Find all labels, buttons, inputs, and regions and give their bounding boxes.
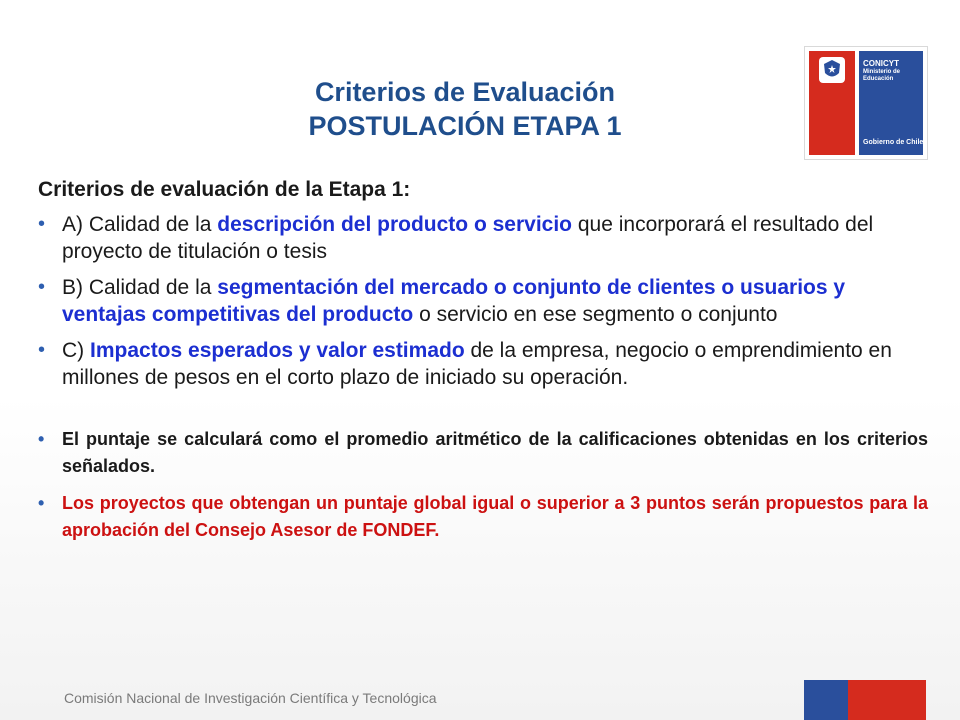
criterion-highlight: Impactos esperados y valor estimado — [90, 339, 465, 362]
criterion-prefix: B) Calidad de la — [62, 276, 218, 299]
note-item-scoring — [38, 426, 928, 480]
footer-flag-blue — [804, 680, 848, 720]
slide-title-block — [150, 76, 780, 144]
bullet-icon: • — [38, 276, 46, 298]
slide-content — [38, 176, 928, 554]
criteria-list — [38, 211, 928, 391]
criterion-suffix: de la empresa, negocio o emprendimiento en millones de pesos en el corto plazo de iniciado su operación. — [62, 339, 892, 389]
list-item — [38, 337, 928, 391]
criterion-highlight: descripción del producto o servicio — [217, 213, 573, 236]
logo-government: Gobierno de Chile — [863, 139, 924, 146]
coat-of-arms-icon — [819, 57, 845, 83]
criterion-prefix: A) Calidad de la — [62, 213, 218, 236]
note-text: Los proyectos que obtengan un puntaje global igual o superior a 3 puntos serán propuestos para la aprobación del Consejo Asesor de FONDEF. — [62, 493, 928, 540]
bullet-icon: • — [38, 213, 46, 235]
slide-title: Criterios de Evaluación — [314, 77, 616, 107]
list-item — [38, 211, 928, 265]
conicyt-logo — [804, 46, 928, 160]
slide-subtitle: POSTULACIÓN ETAPA 1 — [308, 111, 622, 141]
criterion-highlight: segmentación del mercado o conjunto de clientes o usuarios y ventajas competitivas del producto — [62, 276, 846, 326]
bullet-icon: • — [38, 339, 46, 361]
logo-org-name: CONICYT — [863, 59, 899, 68]
logo-divider — [855, 51, 859, 155]
footer-flag-bar — [804, 680, 926, 720]
criteria-heading: Criterios de evaluación de la Etapa 1: — [38, 178, 411, 201]
logo-ministry: Ministerio de Educación — [863, 69, 901, 82]
bullet-icon: • — [38, 429, 45, 449]
bullet-icon: • — [38, 493, 45, 513]
criterion-prefix: C) — [62, 339, 90, 362]
footer-institution: Comisión Nacional de Investigación Científica y Tecnológica — [64, 690, 437, 706]
notes-list — [38, 426, 928, 544]
note-text: El puntaje se calculará como el promedio aritmético de la calificaciones obtenidas en los criterios señalados. — [62, 429, 928, 476]
criterion-suffix: que incorporará el resultado del proyecto de titulación o tesis — [62, 213, 874, 263]
note-item-approval — [38, 490, 928, 544]
list-item — [38, 274, 928, 328]
footer-flag-red — [848, 680, 926, 720]
criterion-suffix: o servicio en ese segmento o conjunto — [413, 303, 778, 326]
